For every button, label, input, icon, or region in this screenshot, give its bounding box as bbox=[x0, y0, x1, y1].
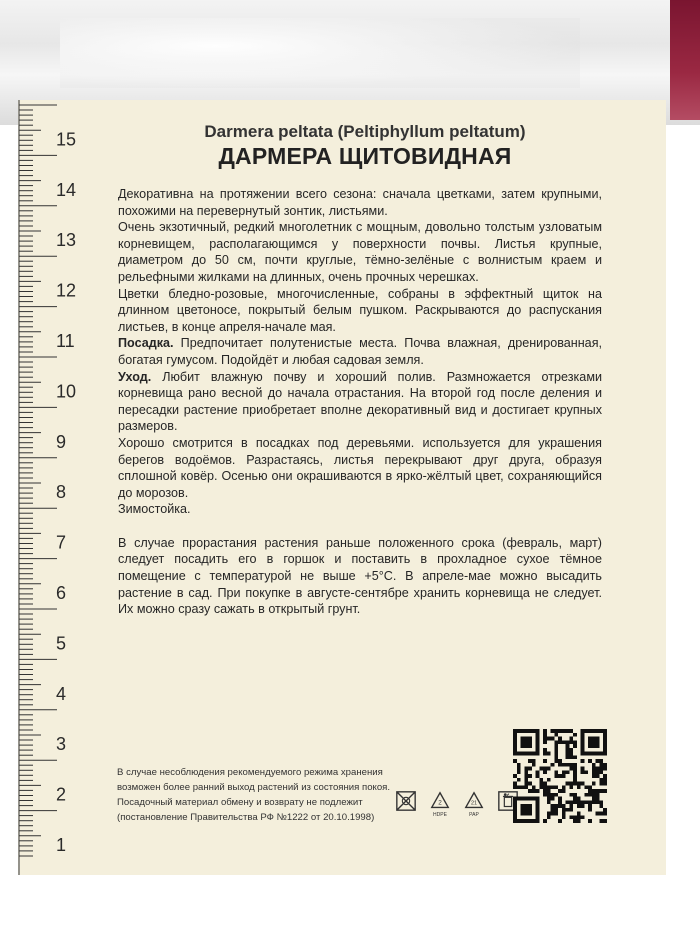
pap-label: PAP bbox=[469, 812, 479, 818]
recycling-icons bbox=[393, 790, 521, 818]
hdpe-code: 2 bbox=[438, 799, 442, 807]
ruler-number: 2 bbox=[56, 784, 67, 805]
footer-line-3: Посадочный материал обмену и возврату не подлежит bbox=[117, 797, 363, 808]
planting-text: Предпочитает полутенистые места. Почва влажная, дренированная, богатая гумусом. Подойдёт и любая садовая земля. bbox=[118, 336, 603, 367]
care-label: Уход. bbox=[118, 369, 152, 384]
paragraph-intro: Декоративна на протяжении всего сезона: сначала цветками, затем крупными, похожими на перевернутый зонтик, листьями. bbox=[118, 187, 602, 218]
pap-code: 21 bbox=[470, 800, 478, 807]
paragraph-usage: Хорошо смотрится в посадках под деревьями. используется для украшения берегов водоёмов. Разрастаясь, листья перекрывают друг друга, образуя сплошной ковёр. Осенью они окрашиваются в ярко-жёлтый цвет, сохраняющийся до морозов. bbox=[118, 435, 602, 500]
ruler-number: 13 bbox=[56, 230, 77, 251]
recycle-pap-icon bbox=[461, 790, 487, 818]
ruler-number: 12 bbox=[56, 280, 77, 301]
ruler-number: 5 bbox=[56, 633, 67, 654]
paragraph-storage: В случае прорастания растения раньше положенного срока (февраль, март) следует посадить его в горшок и поставить в прохладное сухое тёмное помещение с температурой не выше +5°С. В апреле-мае можно высадить растение в сад. При покупке в августе-сентябре хранить корневища не следует. Их можно сразу сажать в открытый грунт. bbox=[118, 535, 602, 617]
ruler-number: 14 bbox=[56, 179, 77, 200]
footer-line-1: В случае несоблюдения рекомендуемого режима хранения bbox=[117, 767, 383, 778]
paragraph-plant: Очень экзотичный, редкий многолетник с мощным, довольно толстым узловатым корневищем, располагающимся у поверхности почвы. Листья крупные, диаметром до 50 см, почти круглые, тёмно-зелёные с волнистым краем и рельефными жилками на длинных, очень прочных черешках. bbox=[118, 220, 602, 284]
planting-label: Посадка. bbox=[118, 336, 174, 351]
ruler-number: 11 bbox=[56, 331, 75, 351]
description-text bbox=[118, 186, 602, 618]
ruler-number: 15 bbox=[56, 129, 77, 150]
ruler bbox=[18, 100, 93, 875]
ruler-number: 3 bbox=[56, 734, 67, 755]
recycle-hdpe-icon bbox=[427, 790, 453, 818]
ruler-number: 4 bbox=[56, 683, 67, 704]
packaging-red-edge bbox=[670, 0, 700, 120]
paragraph-flowers: Цветки бледно-розовые, многочисленные, собраны в эффектный щиток на длинном цветоносе, покрытый белым пушком. Раскрываются до распускания листьев, в конце апреля-начале мая. bbox=[118, 286, 602, 334]
paragraph-hardiness: Зимостойка. bbox=[118, 502, 191, 517]
qr-code[interactable] bbox=[513, 729, 607, 823]
no-food-contact-icon bbox=[393, 790, 419, 818]
footer-notice bbox=[117, 765, 407, 825]
ruler-number: 9 bbox=[56, 431, 67, 452]
ruler-number: 10 bbox=[56, 381, 77, 402]
ruler-number: 8 bbox=[56, 482, 67, 503]
ruler-number: 7 bbox=[56, 532, 67, 553]
latin-name: Darmera peltata (Peltiphyllum peltatum) bbox=[204, 122, 526, 141]
page-title: ДАРМЕРА ЩИТОВИДНАЯ bbox=[218, 143, 512, 169]
paragraph-planting bbox=[118, 335, 602, 368]
care-text: Любит влажную почву и хороший полив. Размножается отрезками корневища рано весной до начала отрастания. На второй год после деления и пересадки растение приобретает вполне декоративный вид и достигает крупных размеров. bbox=[118, 369, 603, 434]
ruler-number: 1 bbox=[56, 835, 67, 855]
footer-line-2: возможен более ранний выход растений из состояния покоя. bbox=[117, 782, 391, 793]
header bbox=[100, 122, 630, 170]
footer-line-4: (постановление Правительства РФ №1222 от 20.10.1998) bbox=[117, 812, 375, 823]
ruler-number: 6 bbox=[56, 583, 67, 603]
paragraph-care bbox=[118, 369, 602, 435]
hdpe-label: HDPE bbox=[433, 812, 447, 818]
